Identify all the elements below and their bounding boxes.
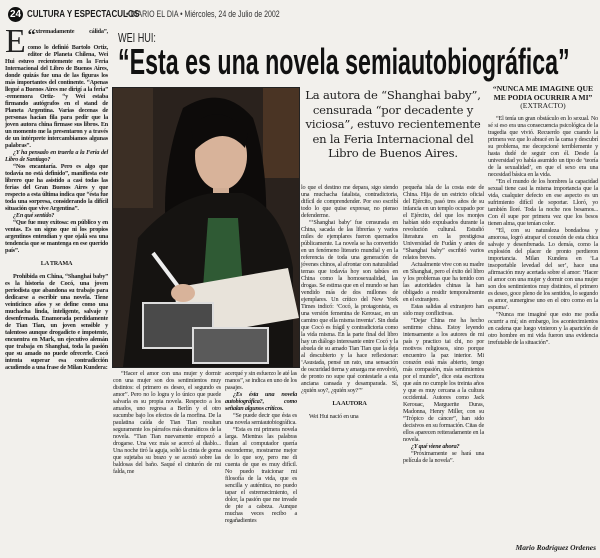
- interview-question: ¿Es ésta una novela autobiográfica?, como señalan algunos críticos.: [225, 391, 297, 412]
- dropcap-letter: E: [5, 23, 26, 60]
- paragraph: “Nunca me imaginé que esto me podía ocurrir a mí; sin embargo, los acontecimientos en cadena que luego vinieron y la aparición de otro hombre en mi vida fueron una evidencia irrefutable de la situación”.: [488, 311, 598, 346]
- paragraph: “Se puede decir que ésta es una novela semiautobiográfica.: [225, 412, 297, 426]
- kicker: WEI HUI:: [118, 30, 156, 45]
- sidebar-paragraphs: [488, 115, 598, 346]
- paragraph: “Hacer el amor con una mujer y dormir con una mujer son dos sentimientos muy distintos: el primero es deseo, el segundo es amor”. Pero no lo logra y lo único que puede salvarla es su propia novela. Respecto a los amados, uno regresa a Berlín y el otro sucumbe bajo los efectos de la morfina. De la paulatina caída de Tian Tian resultan seguramente los párrafos más dramáticos de la novela. “Tian Tian nuevamente empezó a drogarse. Una vez más se acercó al diablo... Una noche tiró la aguja, soltó la cinta de goma que sujetaba su brazo y se acostó sobre las baldosas del baño. Saqué el cinturón de mi falda, me: [113, 370, 221, 475]
- dropcap-quote: “: [27, 27, 36, 44]
- section-title: CULTURA Y ESPECTACULOS: [27, 8, 140, 20]
- article-column-2: [225, 370, 297, 524]
- sidebar-title: “NUNCA ME IMAGINE QUE ME PODIA OCURRIR A MI”: [492, 84, 594, 102]
- paragraph: pequeña isla de la costa este de China. Hija de un estricto oficial del Ejército, pasó tres años de su infancia en un templo ocupado por el Ejército, del que los monjes habían sido expulsados durante la revolución cultural. Estudió literatura en la prestigiosa Universidad de Fudán y antes de “Shanghai baby” escribió varios relatos breves.: [403, 184, 484, 261]
- paragraph: “En el mundo de los hombres la capacidad sexual tiene casi la misma importancia que la vida, cualquier defecto en ese aspecto es un sufrimiento difícil de soportar. Lloró, yo también lloré. Toda la noche nos besamos... Con él supe por primera vez que los besos tienen alma, que tenían color.: [488, 178, 598, 227]
- lead-paragraph: [5, 23, 108, 149]
- page-header: [8, 6, 323, 22]
- paragraph: Prohibida en China, “Shanghai baby” es la historia de Cocó, una joven periodista que abandona su trabajo para dedicarse a escribir una novela. Tiene veinticinco años y se define como una muchacha linda, inteligente, salvaje y desenfrenada. Enamorada perdidamente de Tian Tian, un joven sensible y talentoso aunque drogadicto e impotente, encuentra en Mark, un ejecutivo alemán que trabaja en Shanghai, toda la pasión que su amado no puede ofrecerle. Cocó intenta superar esa contradicción acudiendo a una frase de Milan Kundera:: [5, 273, 108, 371]
- photo-image: [113, 88, 299, 367]
- subheadline: La autora de “Shanghai baby”, censurada “por decadente y viciosa”, estuvo recientemente en la Feria Internacional del Libro de Buenos Aires.: [305, 88, 481, 160]
- article-column-4: [403, 184, 484, 464]
- paragraph: Estas salidas al extranjero han sido muy conflictivas.: [403, 303, 484, 317]
- interview-question: ¿En qué sentido?: [13, 212, 55, 219]
- paragraph: “Dejar China me ha hecho sentirme china. Estoy leyendo intensamente a los autores de mi país y practico tai chi, no por motivos religiosos, sino porque encuentro la paz interior. Mi corazón está más abierto, tengo más compasión, más sentimientos por el mundo”, dice esta escritora que aún no cumple los treinta años y que es muy cercana a la cultura occidental. Autores como Jack Kerouac, Marguerite Duras, Madonna, Henry Miller, con su “Trópico de cáncer”, han sido decisivos en su formación. Citas de ellos aparecen reiteradamente en la novela.: [403, 317, 484, 443]
- section-heading: LA TRAMA: [40, 260, 73, 267]
- intro-paragraphs: [5, 149, 108, 371]
- lead-text: xtremadamente cálida”, como lo definió Bartolo Ortiz, editor de Planeta Chilena, Wei Hui estuvo recientemente en la Feria Internacional del Libro de Buenos Aires, donde quizás fue una de las figuras los más importantes del continente. “Apenas llegué a Buenos Aires me dirigí a la feria” -rememora Ortiz- “y Wei estaba firmando autógrafos en el stand de Planeta Argentina. Varias decenas de personas hacían fila para pedir que la joven autora china firmase sus libros. En un momento me la presentaron y a través de un intérprete intercambiamos algunas palabras”.: [5, 28, 108, 149]
- section-heading: LA AUTORA: [332, 400, 367, 407]
- paragraph: “‘Shanghai baby’ fue censurada en China, sacada de las librerías y varios miles de ejemplares fueron quemados públicamente. La novela se ha convertido en un fenómeno literario mundial y en la referencia de toda una generación de jóvenes chinos, al afrontar con naturalidad temas que todavía hoy son tabúes en China como la homosexualidad, las drogas. Se estima que en el mundo se han vendido más de dos millones de ejemplares. Un crítico del New York Times indicó: ‘Cocó, la protagonista, es una versión femenina de Kerouac, en un camino que ella misma inventa’. Sin duda que Cocó es frágil y contradictoria como la vida misma. En la parte final del libro hay un diálogo interesante entre Cocó y la abuela de su amado Tian Tian que la deja al descubierto y la hace reflexionar: ‘Asustada, pensé un rato, una sensación de oscuridad tierna y amarga me envolvió, de pronto no supe qué contestarle a esta anciana cansada y desamparada. Sí, ¿quién soy?, ¿quién soy?’”: [301, 219, 399, 394]
- paragraph: “El tenía un gran obstáculo en lo sexual. No sé si eso era una consecuencia psicológica de la tragedia que vivió. Recuerdo que cuando la primera vez que lo abracé en la cama y descubrí su problema, me decepcioné terriblemente y hasta dudé de seguir con él. Desde la universidad yo había asumido un tipo de ‘teoría de la sexualidad’, en que el sexo era una necesidad básica en la vida.: [488, 115, 598, 178]
- paragraph: acerqué y sin esfuerzo le até las manos”, se indica en uno de los pasajes.: [225, 370, 297, 391]
- article-column-3: [301, 184, 398, 420]
- article-column-1: [113, 370, 221, 475]
- interview-question: ¿Y qué viene ahora?: [411, 443, 460, 450]
- page-number: 24: [9, 8, 22, 20]
- headline: “Esta es una novela semiautobiográfica”: [118, 41, 570, 82]
- intro-column: [5, 23, 108, 371]
- byline: Mario Rodríguez Ordenes: [515, 543, 596, 552]
- paragraph: “Esta es mi primera novela larga. Mientras las palabras fluían al computador quería esconderme, mostrarme mejor de lo que soy, pero me di cuenta de que es muy difícil. No puedo traicionar mi filosofía de la vida, que es sencilla y auténtica, no puedo tapar el estremecimiento, el dolor, la pasión que me invade de pie a cabeza. Aunque muchas veces recibo a regañadientes: [225, 426, 297, 524]
- author-photo: [112, 87, 300, 368]
- paragraph: Wei Hui nació en una: [309, 413, 359, 420]
- paper-dateline: • DIARIO EL DIA • Miércoles, 24 de Julio de 2002: [126, 9, 280, 19]
- paragraph: “El, con su naturaleza bondadosa y amorosa, logró atrapar el corazón de esta chica salvaje y desenfrenada. Lo demás, como la explosión del placer de pronto perdieron importancia. Milan Kundera en ‘La insoportable levedad del ser’, hace una afirmación muy acertada sobre el amor: ‘Hacer el amor con una mujer y dormir con una mujer son dos sentimientos muy distintos, el primero es deseo, goce pleno de los sentidos, lo segundo es amor, sumergirse uno en el otro como en la espuma’.: [488, 227, 598, 311]
- interview-question: ¿Y ha pensado en traerla a la Feria del Libro de Santiago?: [5, 149, 108, 163]
- paragraph: “Nos encantaría. Pero es algo que todavía no está definido”, manifiesta este librero que ha asistido a casi todas las ferias del Gran Buenos Aires y que respecto a esta última indica que “ésta fue toda una sorpresa, considerando la difícil situación que vive Argentina”.: [5, 163, 108, 212]
- extract-sidebar: [488, 84, 598, 346]
- sidebar-subtitle: (EXTRACTO): [520, 101, 566, 110]
- paragraph: “Que fue muy exitosa: en público y en ventas. Es un signo que ni los propios argentinos entendían y que ojalá sea una tendencia que se mantenga en ese querido país”.: [5, 219, 108, 254]
- paragraph: Actualmente vive con su madre en Shanghai, pero el éxito del libro y los problemas que ha tenido con las autoridades chinas la han obligado a residir temporalmente en el extranjero.: [403, 261, 484, 303]
- paragraph: lo que el destino me depara, sigo siendo una muchacha fatalista, contradictoria, difícil de comprendender. Por eso escribí todo lo que quise expresar, no pienso defenderme.: [301, 184, 398, 219]
- paragraph: “Próximamente se hará una película de la novela”.: [403, 450, 484, 464]
